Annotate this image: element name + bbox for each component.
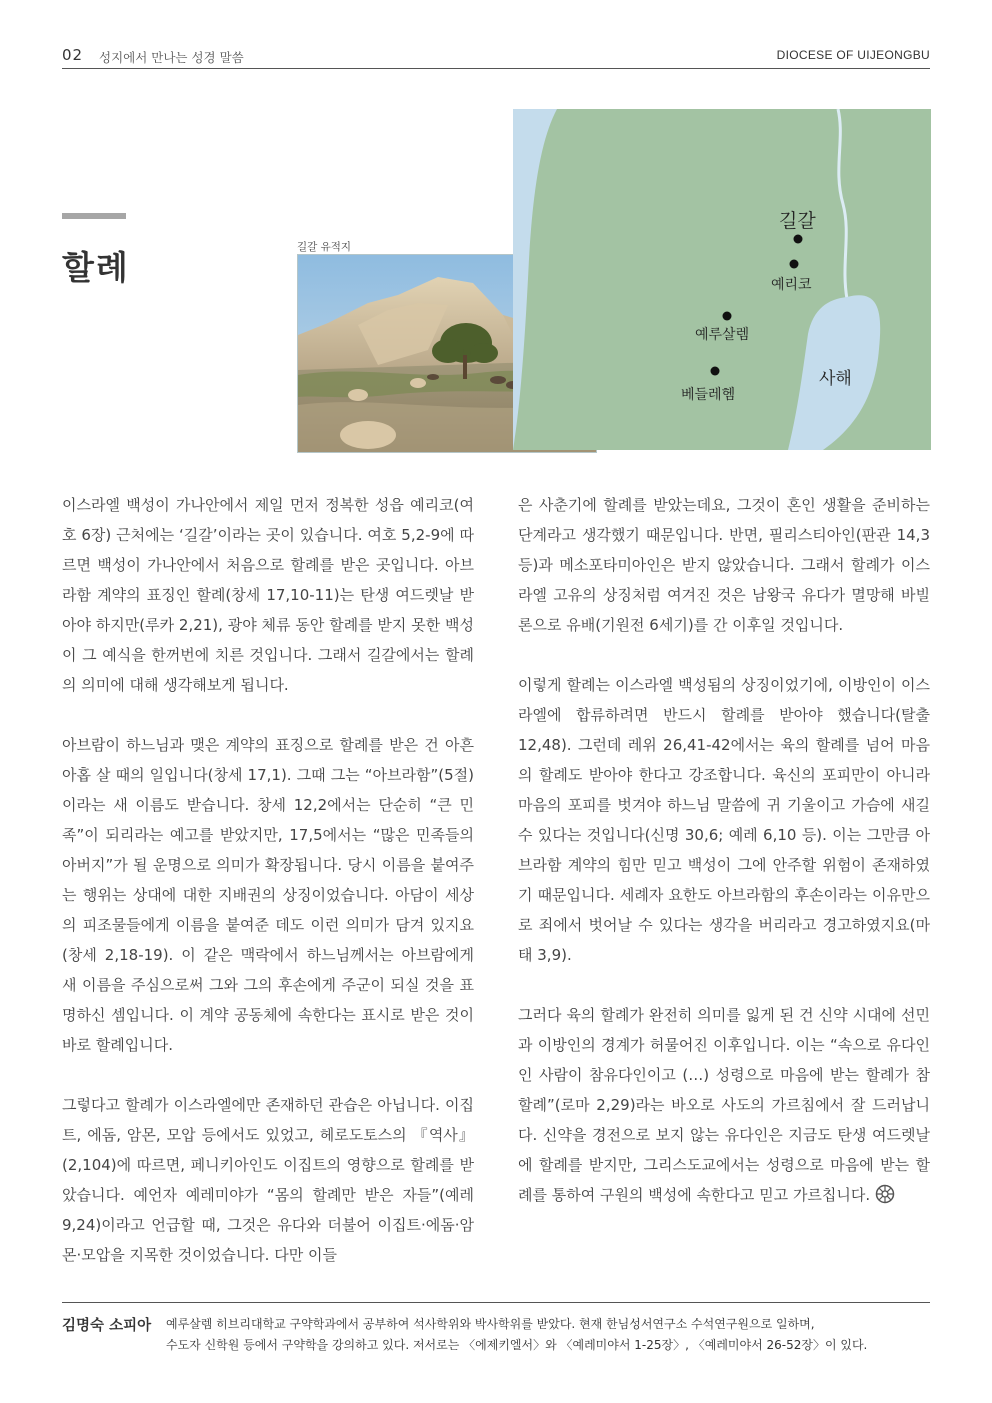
author-bio-line: 예루살렘 히브리대학교 구약학과에서 공부하여 석사학위와 박사학위를 받았다. 현재 한님성서연구소 수석연구원으로 일하며, bbox=[166, 1317, 815, 1331]
body-paragraph: 그렇다고 할례가 이스라엘에만 존재하던 관습은 아닙니다. 이집트, 에돔, 암몬, 모압 등에서도 있었고, 헤로도토스의 『역사』(2,104)에 따르면, 페니키아인도 이집트의 영향으로 할례를 받았습니다. 예언자 예레미야가 “몸의 할례만 받은 자들”(예레 9,24)이라고 언급할 때, 그것은 유다와 더불어 이집트·에돔·암몬·모압을 지목한 것이었습니다. 다만 이들 bbox=[62, 1096, 474, 1264]
body-paragraph: 아브람이 하느님과 맺은 계약의 표징으로 할례를 받은 건 아흔아홉 살 때의 일입니다(창세 17,1). 그때 그는 “아브라함”(5절)이라는 새 이름도 받습니다. 창세 12,2에서는 단순히 “큰 민족”이 되리라는 예고를 받았지만, 17,5에서는 “많은 민족들의 아버지”가 될 운명으로 의미가 확장됩니다. 당시 이름을 붙여주는 행위는 상대에 대한 지배권의 상징이었습니다. 아담이 세상의 피조물들에게 이름을 붙여준 데도 이런 의미가 담겨 있지요(창세 2,18-19). 이 같은 맥락에서 하느님께서는 아브람에게 새 이름을 주심으로써 그와 그의 후손에게 주군이 되실 것을 표명하신 셈입니다. 이 계약 공동체에 속한다는 표시로 받은 것이 바로 할례입니다. bbox=[62, 736, 474, 1054]
photo-caption: 길갈 유적지 bbox=[297, 241, 352, 253]
page-number: 02 bbox=[62, 46, 84, 64]
footer-divider bbox=[62, 1302, 930, 1303]
article-title: 할례 bbox=[62, 248, 130, 287]
region-map bbox=[513, 109, 931, 450]
publisher-name: DIOCESE OF UIJEONGBU bbox=[776, 48, 930, 62]
body-column-left bbox=[62, 490, 474, 1300]
body-paragraph: 은 사춘기에 할례를 받았는데요, 그것이 혼인 생활을 준비하는 단계라고 생각했기 때문입니다. 반면, 필리스티아인(판관 14,3 등)과 메소포타미아인은 받지 않았습니다. 그래서 할례가 이스라엘 고유의 상징처럼 여겨진 것은 남왕국 유다가 멸망해 바빌론으로 유배(기원전 6세기)를 간 이후일 것입니다. bbox=[518, 496, 930, 634]
map-label-jericho: 예리코 bbox=[771, 277, 812, 293]
body-paragraph: 이스라엘 백성이 가나안에서 제일 먼저 정복한 성읍 예리코(여호 6장) 근처에는 ‘길갈’이라는 곳이 있습니다. 여호 5,2-9에 따르면 백성이 가나안에서 처음으로 할례를 받은 곳입니다. 아브라함 계약의 표징인 할례(창세 17,10-11)는 탄생 여드렛날 받아야 하지만(루카 2,21), 광야 체류 동안 할례를 받지 못한 백성이 그 예식을 한꺼번에 치른 것입니다. 그래서 길갈에서는 할례의 의미에 대해 생각해보게 됩니다. bbox=[62, 496, 474, 694]
author-name: 김명숙 소피아 bbox=[62, 1318, 152, 1334]
map-label-gilgal: 길갈 bbox=[779, 210, 816, 232]
title-accent-bar bbox=[62, 213, 126, 219]
map-label-bethlehem: 베들레헴 bbox=[681, 387, 736, 403]
body-paragraph-last bbox=[518, 1000, 930, 1210]
section-title: 성지에서 만나는 성경 말씀 bbox=[99, 50, 244, 65]
body-paragraph-text: 그러다 육의 할례가 완전히 의미를 잃게 된 건 신약 시대에 선민과 이방인의 경계가 허물어진 이후입니다. 이는 “속으로 유다인인 사람이 참유다인이고 (…) 성령으로 마음에 받는 할례가 참할례”(로마 2,29)라는 바오로 사도의 가르침에서 잘 드러납니다. 신약을 경전으로 보지 않는 유다인은 지금도 탄생 여드렛날에 할례를 받지만, 그리스도교에서는 성령으로 마음에 받는 할례를 통하여 구원의 백성에 속한다고 믿고 가르칩니다. bbox=[518, 1006, 930, 1204]
map-label-jerusalem: 예루살렘 bbox=[695, 327, 750, 343]
page-header bbox=[62, 44, 930, 69]
body-paragraph: 이렇게 할례는 이스라엘 백성됨의 상징이었기에, 이방인이 이스라엘에 합류하려면 반드시 할례를 받아야 했습니다(탈출 12,48). 그런데 레위 26,41-42에서는 육의 할례를 넘어 마음의 할례도 받아야 한다고 강조합니다. 육신의 포피만이 아니라 마음의 포피를 벗겨야 하느님 말씀에 귀 기울이고 가슴에 새길 수 있다는 것입니다(신명 30,6; 예레 6,10 등). 이는 그만큼 아브라함 계약의 힘만 믿고 백성이 그에 안주할 위험이 존재하였기 때문입니다. 세례자 요한도 아브라함의 후손이라는 이유만으로 죄에서 벗어날 수 있다는 생각을 버리라고 경고하였지요(마태 3,9). bbox=[518, 676, 930, 964]
body-column-right bbox=[518, 490, 930, 1240]
author-bio-line: 수도자 신학원 등에서 구약학을 강의하고 있다. 저서로는 〈에제키엘서〉와 〈예레미야서 1-25장〉, 〈예레미야서 26-52장〉이 있다. bbox=[166, 1338, 868, 1352]
author-bio bbox=[166, 1314, 930, 1356]
map-label-dead-sea: 사해 bbox=[819, 369, 852, 389]
end-mark-icon bbox=[875, 1186, 895, 1204]
